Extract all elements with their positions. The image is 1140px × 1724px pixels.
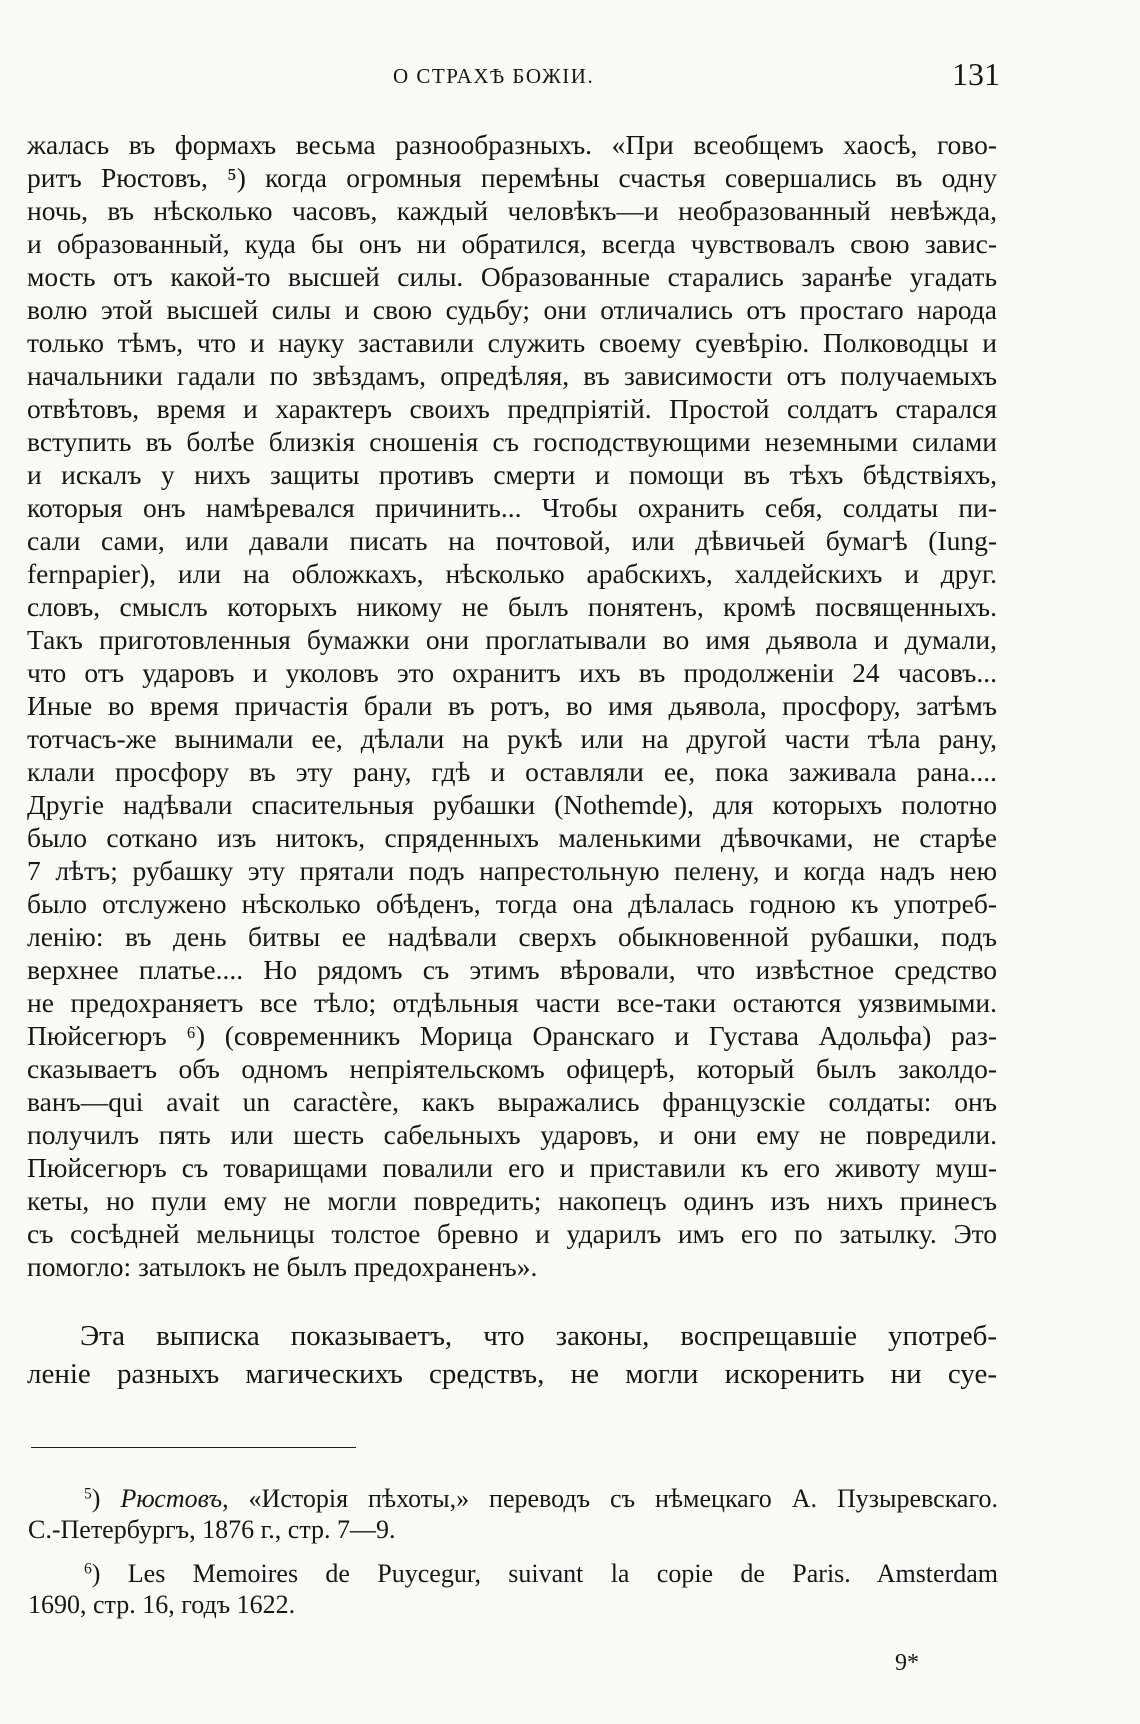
text-line: ночь, въ нѣсколько часовъ, каждый человѣкъ—и необразованный невѣжда, — [27, 195, 997, 226]
text-line: Другіе надѣвали спасительныя рубашки (Nothemde), для которыхъ полотно — [27, 789, 997, 820]
running-title: О СТРАХѢ БОЖІИ. — [393, 64, 595, 88]
text-line: тотчасъ-же вынимали ее, дѣлали на рукѣ или на другой части тѣла рану, — [27, 723, 997, 754]
text-line: верхнее платье.... Но рядомъ съ этимъ вѣровали, что извѣстное средство — [27, 954, 997, 985]
footnote-author: Рюстовъ — [120, 1484, 223, 1513]
text-line: было соткано изъ нитокъ, спряденныхъ маленькими дѣвочками, не старѣе — [27, 822, 997, 853]
footnote-text: , «Исторія пѣхоты,» переводъ съ нѣмецкаго А. Пузыревскаго. — [222, 1484, 998, 1513]
text-line: что отъ ударовъ и уколовъ это охранитъ ихъ въ продолженіи 24 часовъ... — [27, 657, 997, 688]
footnote-text: Les Memoires de Puycegur, suivant la copie de Paris. Amsterdam — [127, 1559, 998, 1588]
page-header — [0, 58, 1140, 98]
text-line: ванъ—qui avait un caractère, какъ выражались французскіе солдаты: онъ — [27, 1086, 997, 1117]
footnote-5: $^5$) Рюстовъ, «Исторія пѣхоты,» переводъ съ нѣмецкаго А. Пузыревскаго. — [84, 1484, 998, 1513]
footnote-marker: 5 — [84, 1485, 92, 1503]
text-line: Эта выписка показываетъ, что законы, воспрещавшіе употреб- — [80, 1320, 997, 1352]
text-line: Пюйсегюръ ⁶) (современникъ Морица Оранскаго и Густава Адольфа) раз- — [27, 1020, 997, 1051]
text-line: сали сами, или давали писать на почтовой, или дѣвичьей бумагѣ (Iung- — [27, 525, 997, 556]
text-line: ленію: въ день битвы ее надѣвали сверхъ обыкновенной рубашки, подъ — [27, 921, 997, 952]
text-line: не предохраняетъ все тѣло; отдѣльныя части все-таки остаются уязвимыми. — [27, 987, 997, 1018]
text-line: получилъ пять или шесть сабельныхъ ударовъ, и они ему не повредили. — [27, 1119, 997, 1150]
text-line: начальники гадали по звѣздамъ, опредѣляя, въ зависимости отъ получаемыхъ — [27, 360, 997, 391]
footnote-5-continuation: С.-Петербургъ, 1876 г., стр. 7—9. — [28, 1515, 396, 1544]
text-line: сказываетъ объ одномъ непріятельскомъ офицерѣ, который былъ заколдо- — [27, 1053, 997, 1084]
text-line: только тѣмъ, что и науку заставили служить своему суевѣрію. Полководцы и — [27, 327, 997, 358]
text-line: кеты, но пули ему не могли повредить; накопецъ одинъ изъ нихъ принесъ — [27, 1185, 997, 1216]
text-line: жалась въ формахъ весьма разнообразныхъ. «При всеобщемъ хаосѣ, гово- — [27, 129, 997, 160]
text-line: 7 лѣтъ; рубашку эту прятали подъ напрестольную пелену, и когда надъ нею — [27, 855, 997, 886]
text-line: и искалъ у нихъ защиты противъ смерти и помощи въ тѣхъ бѣдствіяхъ, — [27, 459, 997, 490]
text-line: вступить въ болѣе близкія сношенія съ господствующими неземными силами — [27, 426, 997, 457]
footnote-divider — [31, 1447, 356, 1448]
text-line: ритъ Рюстовъ, ⁵) когда огромныя перемѣны счастья совершались въ одну — [27, 162, 997, 193]
text-line: отвѣтовъ, время и характеръ своихъ предпріятій. Простой солдатъ старался — [27, 393, 997, 424]
text-line: волю этой высшей силы и свою судьбу; они отличались отъ простаго народа — [27, 294, 997, 325]
text-line: Такъ приготовленныя бумажки они проглатывали во имя дьявола и думали, — [27, 624, 997, 655]
signature-mark: 9* — [895, 1650, 919, 1676]
footnote-marker: 6 — [84, 1560, 92, 1578]
text-line: было отслужено нѣсколько обѣденъ, тогда она дѣлалась годною къ употреб- — [27, 888, 997, 919]
text-line: которыя онъ намѣревался причинить... Чтобы охранить себя, солдаты пи- — [27, 492, 997, 523]
footnote-6: $^6$) Les Memoires de Puycegur, suivant la copie de Paris. Amsterdam — [84, 1559, 998, 1588]
text-line: и образованный, куда бы онъ ни обратился, всегда чувствовалъ свою завис- — [27, 228, 997, 259]
text-line: fernpapier), или на обложкахъ, нѣсколько арабскихъ, халдейскихъ и друг. — [27, 558, 997, 589]
text-line: леніе разныхъ магическихъ средствъ, не могли искоренить ни суе- — [27, 1358, 997, 1390]
text-line: мость отъ какой-то высшей силы. Образованные старались заранѣе угадать — [27, 261, 997, 292]
text-line: Иные во время причастія брали въ ротъ, во имя дьявола, просфору, затѣмъ — [27, 690, 997, 721]
page-number: 131 — [952, 56, 1000, 92]
text-line: Пюйсегюръ съ товарищами повалили его и приставили къ его животу муш- — [27, 1152, 997, 1183]
text-line: клали просфору въ эту рану, гдѣ и оставляли ее, пока заживала рана.... — [27, 756, 997, 787]
text-line: помогло: затылокъ не былъ предохраненъ». — [27, 1251, 538, 1282]
footnote-6-continuation: 1690, стр. 16, годъ 1622. — [28, 1590, 296, 1619]
text-line: съ сосѣдней мельницы толстое бревно и ударилъ имъ его по затылку. Это — [27, 1218, 997, 1249]
text-line: словъ, смыслъ которыхъ никому не былъ понятенъ, кромѣ посвященныхъ. — [27, 591, 997, 622]
